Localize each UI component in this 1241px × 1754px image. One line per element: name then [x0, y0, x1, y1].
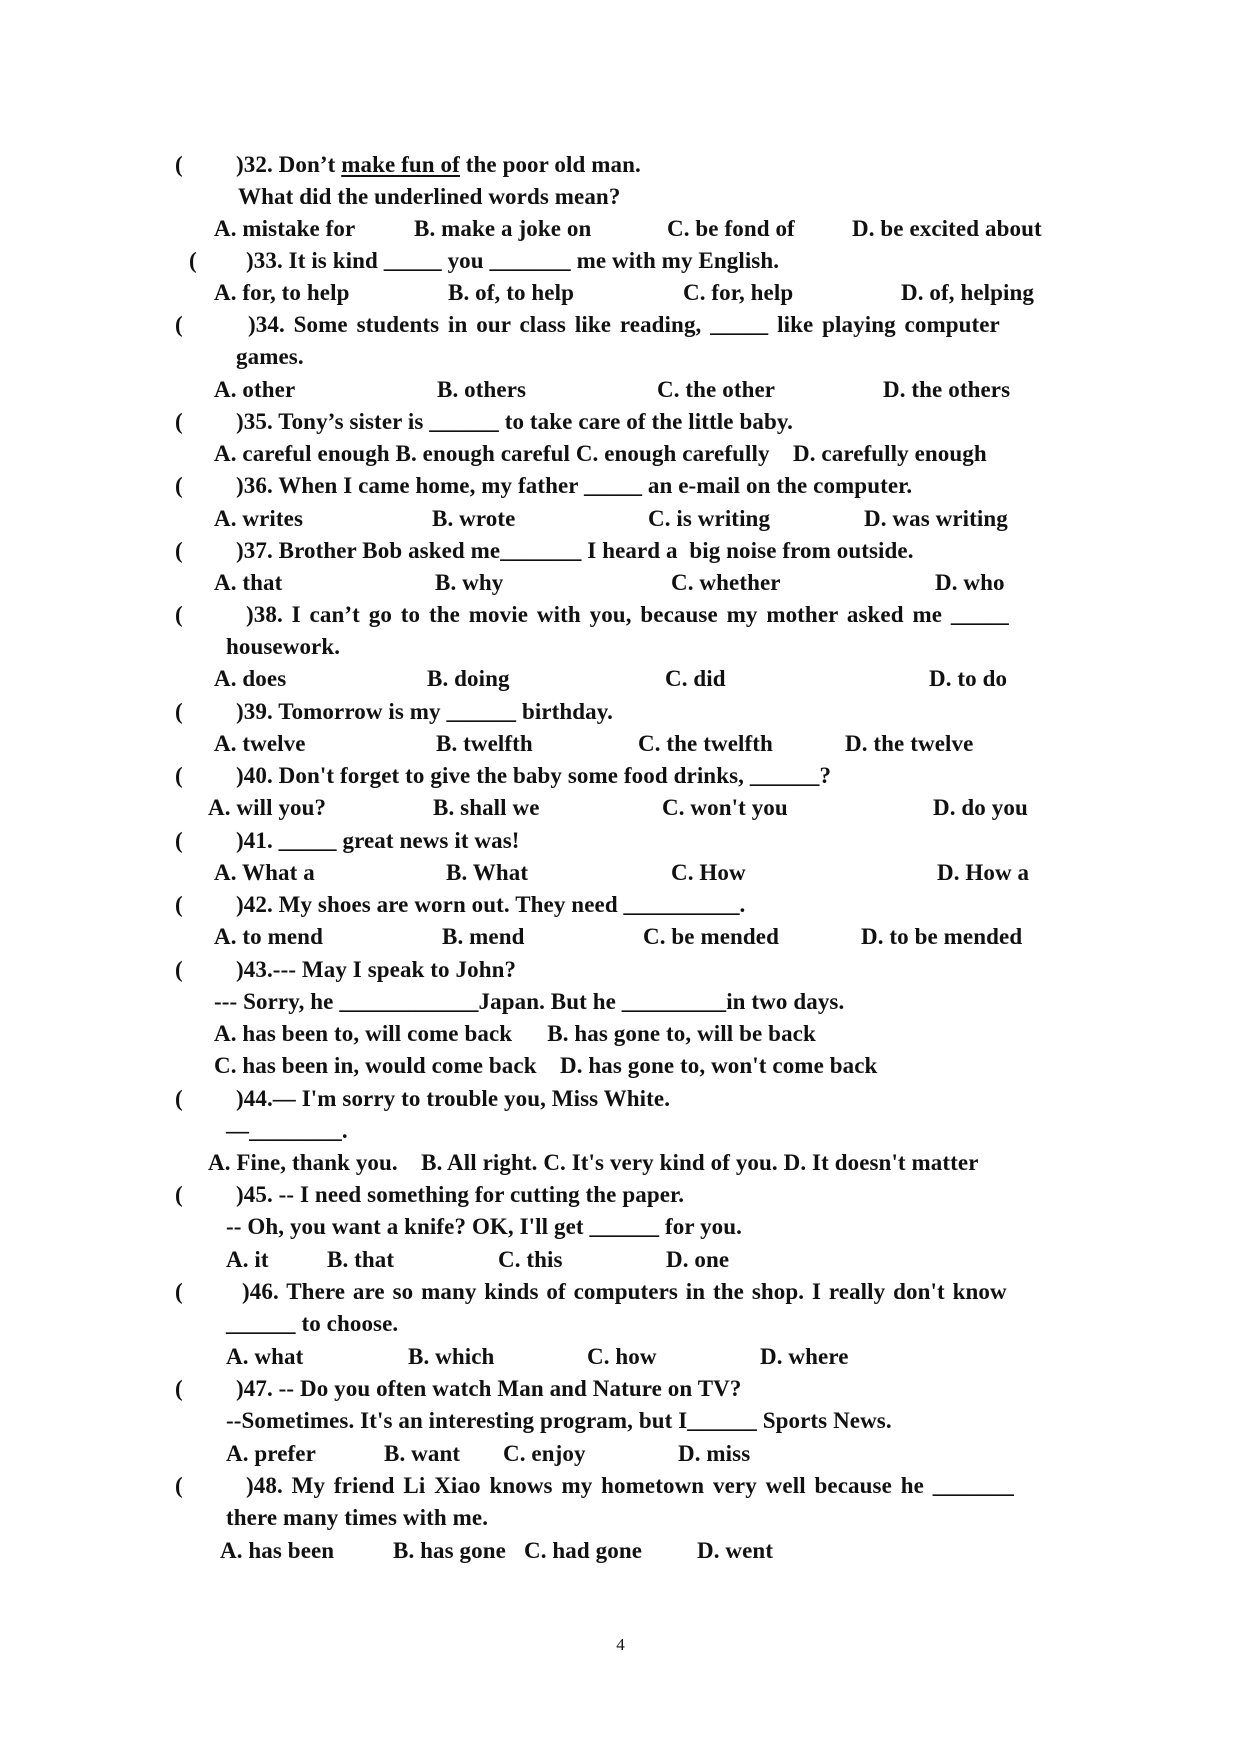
- q35-stem: )35. Tony’s sister is ______ to take care of the little baby.: [236, 409, 794, 434]
- q37-stem: )37. Brother Bob asked me_______ I heard a big noise from outside.: [236, 538, 914, 563]
- q36-option-b: B. wrote: [432, 506, 516, 531]
- q39-option-b: B. twelfth: [436, 731, 533, 756]
- q47-line2: --Sometimes. It's an interesting program, but I______ Sports News.: [226, 1408, 892, 1433]
- q45-paren: (: [175, 1182, 183, 1207]
- q39-option-d: D. the twelve: [845, 731, 974, 756]
- q43-line2: --- Sorry, he ____________Japan. But he _________in two days.: [214, 989, 845, 1014]
- q41-paren: (: [175, 828, 183, 853]
- q40-stem: )40. Don't forget to give the baby some food drinks, ______?: [236, 763, 832, 788]
- q43-paren: (: [175, 957, 183, 982]
- q33-paren: (: [189, 248, 197, 273]
- q46-option-c: C. how: [587, 1344, 657, 1369]
- q33-stem: )33. It is kind _____ you _______ me with my English.: [246, 248, 780, 273]
- q36-option-c: C. is writing: [648, 506, 771, 531]
- q37-option-c: C. whether: [671, 570, 781, 595]
- q47-option-a: A. prefer: [226, 1441, 316, 1466]
- q48-option-c: C. had gone: [524, 1538, 643, 1563]
- q38-stem: )38. I can’t go to the movie with you, because my mother asked me _____: [246, 602, 1009, 627]
- q46-line2: ______ to choose.: [226, 1311, 399, 1336]
- q39-stem: )39. Tomorrow is my ______ birthday.: [236, 699, 613, 724]
- q44-stem: )44.— I'm sorry to trouble you, Miss White.: [236, 1086, 671, 1111]
- q37-option-a: A. that: [214, 570, 283, 595]
- q43-options-line2: C. has been in, would come back D. has gone to, won't come back: [214, 1053, 878, 1078]
- q46-option-b: B. which: [408, 1344, 495, 1369]
- q38-option-b: B. doing: [427, 666, 510, 691]
- q35-paren: (: [175, 409, 183, 434]
- q32-option-c: C. be fond of: [667, 216, 795, 241]
- q45-line2: -- Oh, you want a knife? OK, I'll get ______ for you.: [226, 1214, 743, 1239]
- q48-stem: )48. My friend Li Xiao knows my hometown very well because he _______: [246, 1473, 1014, 1498]
- q38-option-a: A. does: [214, 666, 287, 691]
- q39-paren: (: [175, 699, 183, 724]
- q33-option-b: B. of, to help: [448, 280, 574, 305]
- q40-option-b: B. shall we: [433, 795, 540, 820]
- q38-line2: housework.: [226, 634, 341, 659]
- q47-option-d: D. miss: [678, 1441, 751, 1466]
- q39-option-c: C. the twelfth: [638, 731, 773, 756]
- q40-paren: (: [175, 763, 183, 788]
- q33-option-c: C. for, help: [683, 280, 794, 305]
- q37-option-b: B. why: [435, 570, 504, 595]
- q34-option-d: D. the others: [883, 377, 1011, 402]
- q46-stem: )46. There are so many kinds of computers in the shop. I really don't know: [242, 1279, 1007, 1304]
- q34-stem: )34. Some students in our class like reading, _____ like playing computer: [248, 312, 1000, 337]
- q32-line2: What did the underlined words mean?: [238, 184, 621, 209]
- q35-options: A. careful enough B. enough careful C. enough carefully D. carefully enough: [214, 441, 987, 466]
- q46-option-d: D. where: [760, 1344, 849, 1369]
- q38-option-d: D. to do: [929, 666, 1008, 691]
- q44-line2: —________.: [226, 1118, 348, 1143]
- q44-paren: (: [175, 1086, 183, 1111]
- q41-option-d: D. How a: [937, 860, 1030, 885]
- q42-option-a: A. to mend: [214, 924, 323, 949]
- q48-option-a: A. has been: [220, 1538, 335, 1563]
- q44-options: A. Fine, thank you. B. All right. C. It's very kind of you. D. It doesn't matter: [208, 1150, 979, 1175]
- q32-option-d: D. be excited about: [852, 216, 1042, 241]
- q45-option-c: C. this: [498, 1247, 563, 1272]
- q39-option-a: A. twelve: [214, 731, 306, 756]
- q32-option-b: B. make a joke on: [414, 216, 592, 241]
- q42-option-b: B. mend: [442, 924, 525, 949]
- q32-paren: (: [175, 152, 183, 177]
- q42-option-c: C. be mended: [643, 924, 780, 949]
- q40-option-d: D. do you: [933, 795, 1028, 820]
- q46-option-a: A. what: [226, 1344, 304, 1369]
- q45-stem: )45. -- I need something for cutting the paper.: [236, 1182, 685, 1207]
- q45-option-d: D. one: [666, 1247, 730, 1272]
- q37-option-d: D. who: [935, 570, 1005, 595]
- q40-option-a: A. will you?: [208, 795, 327, 820]
- q36-paren: (: [175, 473, 183, 498]
- q45-option-b: B. that: [327, 1247, 395, 1272]
- q41-option-a: A. What a: [214, 860, 315, 885]
- q36-option-d: D. was writing: [864, 506, 1008, 531]
- q34-line2: games.: [236, 344, 304, 369]
- q34-option-b: B. others: [437, 377, 527, 402]
- q41-option-c: C. How: [671, 860, 746, 885]
- q48-paren: (: [175, 1473, 183, 1498]
- q40-option-c: C. won't you: [662, 795, 788, 820]
- q41-stem: )41. _____ great news it was!: [236, 828, 520, 853]
- q38-paren: (: [175, 602, 183, 627]
- q33-option-d: D. of, helping: [901, 280, 1035, 305]
- q46-paren: (: [175, 1279, 183, 1304]
- q43-options-line1: A. has been to, will come back B. has gone to, will be back: [214, 1021, 816, 1046]
- q45-option-a: A. it: [226, 1247, 269, 1272]
- q32-stem: )32. Don’t make fun of the poor old man.: [236, 152, 641, 177]
- q42-stem: )42. My shoes are worn out. They need __________.: [236, 892, 746, 917]
- q36-stem: )36. When I came home, my father _____ an e-mail on the computer.: [236, 473, 913, 498]
- q34-paren: (: [175, 312, 183, 337]
- q38-option-c: C. did: [665, 666, 726, 691]
- q33-option-a: A. for, to help: [214, 280, 350, 305]
- q37-paren: (: [175, 538, 183, 563]
- q42-paren: (: [175, 892, 183, 917]
- q32-underlined-phrase: make fun of: [341, 152, 460, 177]
- q48-option-d: D. went: [697, 1538, 774, 1563]
- page-number: 4: [616, 1635, 625, 1654]
- q36-option-a: A. writes: [214, 506, 304, 531]
- q47-option-c: C. enjoy: [503, 1441, 586, 1466]
- q32-option-a: A. mistake for: [214, 216, 356, 241]
- q47-option-b: B. want: [384, 1441, 461, 1466]
- q43-stem: )43.--- May I speak to John?: [236, 957, 517, 982]
- q34-option-c: C. the other: [657, 377, 776, 402]
- q47-paren: (: [175, 1376, 183, 1401]
- q42-option-d: D. to be mended: [861, 924, 1023, 949]
- q41-option-b: B. What: [446, 860, 529, 885]
- q48-line2: there many times with me.: [226, 1505, 489, 1530]
- q34-option-a: A. other: [214, 377, 296, 402]
- q48-option-b: B. has gone: [393, 1538, 506, 1563]
- q47-stem: )47. -- Do you often watch Man and Nature on TV?: [236, 1376, 742, 1401]
